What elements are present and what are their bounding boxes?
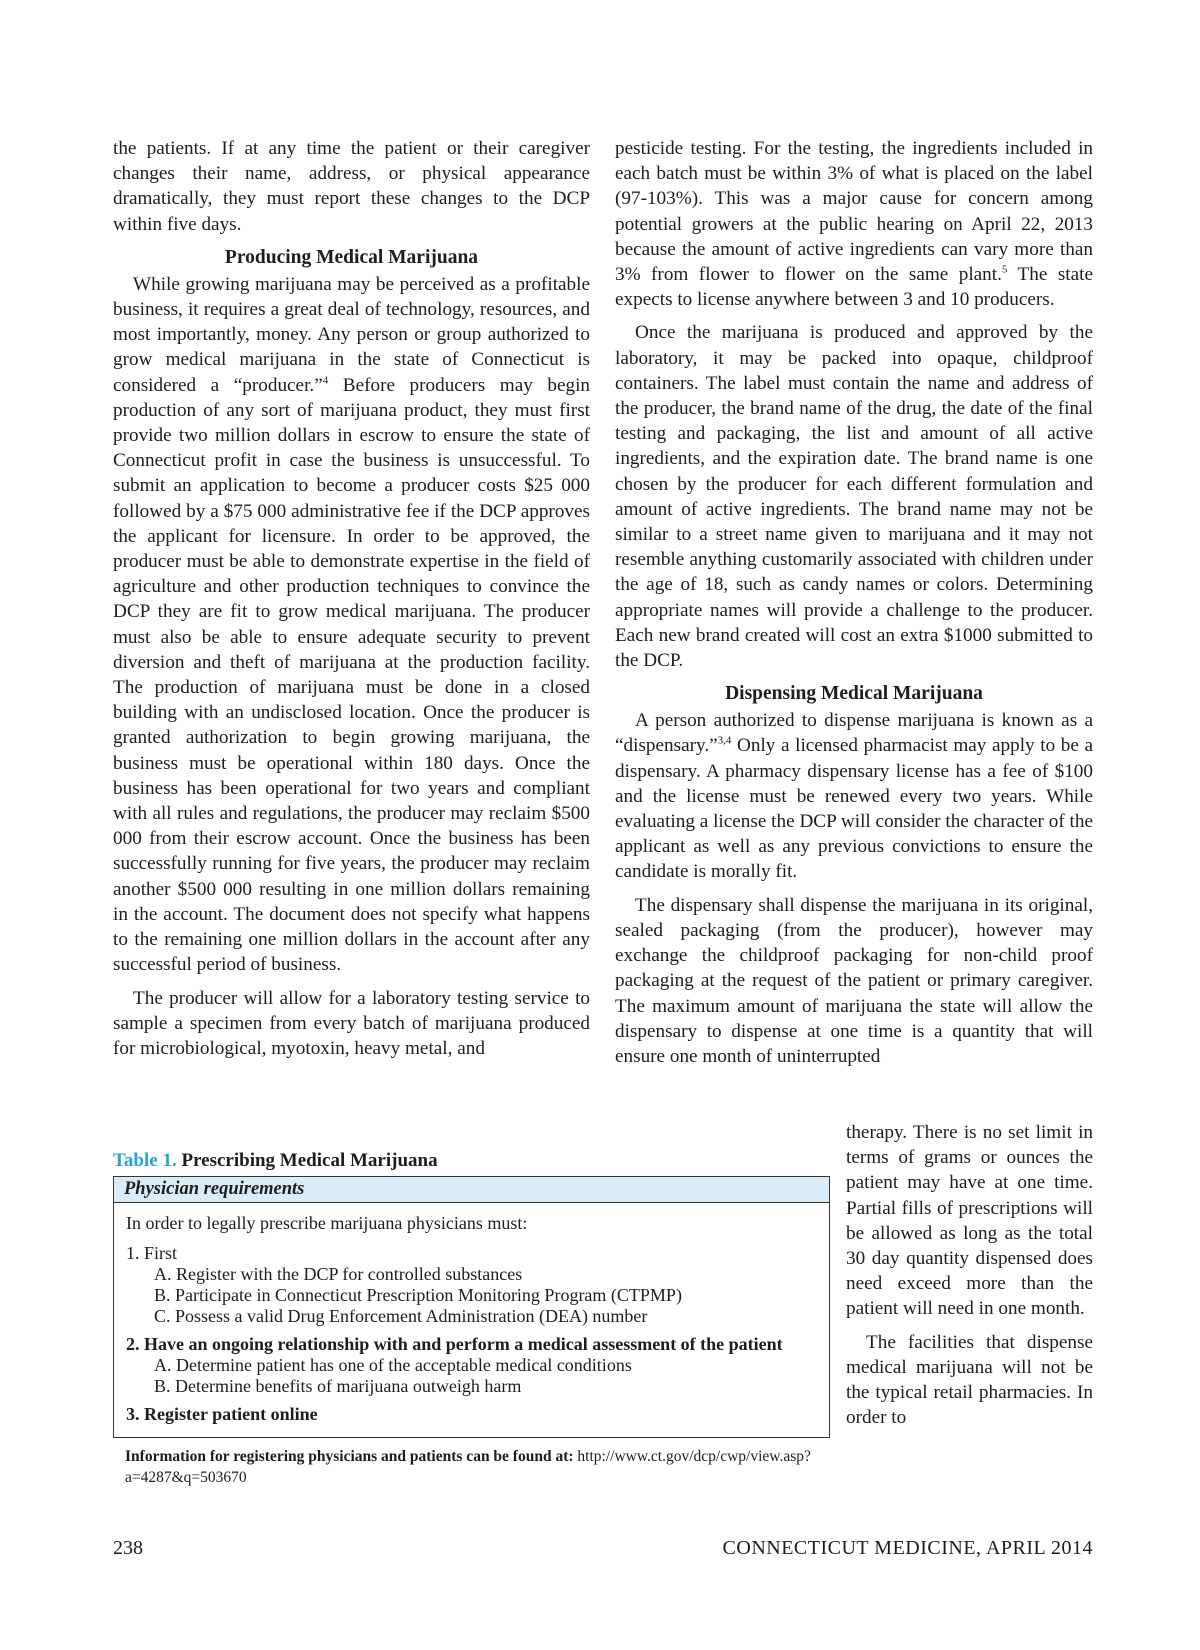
table-subitem: B. Participate in Connecticut Prescription Monitoring Program (CTPMP) (154, 1285, 682, 1305)
footnote-url[interactable]: http://www.ct.gov/dcp/cwp/view.asp?a=4287&q=503670 (125, 1448, 811, 1486)
table-title (113, 1150, 830, 1172)
table-intro: In order to legally prescribe marijuana physicians must: (126, 1213, 528, 1233)
table-subitem: A. Register with the DCP for controlled substances (154, 1264, 523, 1284)
table-item-3: 3. Register patient online (126, 1404, 318, 1424)
table-footnote (113, 1446, 830, 1488)
right-narrow-column (846, 1120, 1093, 1438)
citation: 4 (322, 374, 329, 387)
table-item-2: 2. Have an ongoing relationship with and perform a medical assessment of the patient A. Determine patient has one of the acceptable medical conditions B. Determine benefits of marijuana outweigh harm (126, 1334, 817, 1397)
paragraph: A person authorized to dispense marijuana is known as a “dispensary.”$^{3,4}$ Only a licensed pharmacist may apply to be a dispensary. A pharmacy dispensary license has a fee of $100 and the license must be renewed every two years. While evaluating a license the DCP will consider the character of the applicant as well as any previous convictions to ensure the candidate is morally fit. (615, 710, 1093, 883)
paragraph: The producer will allow for a laboratory testing service to sample a specimen from every batch of marijuana produced for microbiological, myotoxin, heavy metal, and (113, 987, 590, 1059)
paragraph: therapy. There is no set limit in terms of grams or ounces the patient may have at one time. Partial fills of prescriptions will be allowed as long as the total 30 day quantity dispensed does need exceed more than the patient will need in one month. (846, 1122, 1093, 1320)
table-number: Table 1. (113, 1150, 177, 1171)
paragraph: While growing marijuana may be perceived as a profitable business, it requires a great deal of technology, resources, and most importantly, money. Any person or group authorized to grow medical marijuana in the state of Connecticut is considered a “producer.”$^4$ Before producers may begin production of any sort of marijuana product, they must first provide two million dollars in escrow to ensure the state of Connecticut profit in case the business is unsuccessful. To submit an application to become a producer costs $25 000 followed by a $75 000 administrative fee if the DCP approves the applicant for licensure. In order to be approved, the producer must be able to demonstrate expertise in the field of agriculture and other production techniques to convince the DCP they are fit to grow medical marijuana. The producer must also be able to ensure adequate security to prevent diversion and theft of marijuana at the production facility. The production of marijuana must be done in a closed building with an undisclosed location. Once the producer is granted authorization to begin growing marijuana, the business must be operational within 180 days. Once the business has been operational for two years and compliant with all rules and regulations, the producer may reclaim $500 000 from their escrow account. Once the business has been successfully running for five years, the producer may reclaim another $500 000 resulting in one million dollars remaining in the account. The document does not specify what happens to the remaining one million dollars in the account after any successful period of business. (113, 273, 590, 976)
paragraph: the patients. If at any time the patient or their caregiver changes their name, address, or physical appearance dramatically, they must report these changes to the DCP within five days. (113, 138, 590, 235)
section-heading-producing: Producing Medical Marijuana (224, 246, 479, 268)
table-subitem: C. Possess a valid Drug Enforcement Administration (DEA) number (154, 1306, 648, 1326)
journal-footer: CONNECTICUT MEDICINE, APRIL 2014 (722, 1537, 1093, 1559)
table-1 (113, 1150, 830, 1488)
table-subitem: B. Determine benefits of marijuana outweigh harm (154, 1376, 522, 1396)
table-header: Physician requirements (114, 1177, 829, 1203)
left-column (113, 136, 590, 1069)
paragraph: The facilities that dispense medical marijuana will not be the typical retail pharmacies. In order to (846, 1331, 1093, 1429)
table-item-1: 1. First A. Register with the DCP for controlled substances B. Participate in Connecticut Prescription Monitoring Program (CTPMP) C. Possess a valid Drug Enforcement Administration (DEA) number (126, 1243, 817, 1327)
page-number: 238 (113, 1537, 143, 1559)
paragraph: Once the marijuana is produced and approved by the laboratory, it may be packed into opaque, childproof containers. The label must contain the name and address of the producer, the brand name of the drug, the date of the final testing and packaging, the list and amount of all active ingredients, and the expiration date. The brand name is one chosen by the producer for each different formulation and amount of active ingredients. The brand name may not be similar to a street name given to marijuana and it may not resemble anything customarily associated with children under the age of 18, such as candy names or colors. Determining appropriate names will provide a challenge to the producer. Each new brand created will cost an extra $1000 submitted to the DCP. (615, 322, 1093, 672)
table-title-text: Prescribing Medical Marijuana (181, 1150, 438, 1171)
table-subitem: A. Determine patient has one of the acceptable medical conditions (154, 1355, 632, 1375)
section-heading-dispensing: Dispensing Medical Marijuana (725, 683, 983, 705)
citation: 3,4 (717, 735, 732, 748)
paragraph: pesticide testing. For the testing, the ingredients included in each batch must be within 3% of what is placed on the label (97-103%). This was a major cause for concern among potential growers at the public hearing on April 22, 2013 because the amount of active ingredients can vary more than 3% from flower to flower on the same plant.$^5$ The state expects to license anywhere between 3 and 10 producers. (615, 138, 1093, 311)
citation: 5 (1001, 263, 1008, 276)
right-column (615, 136, 1093, 1077)
paragraph: The dispensary shall dispense the marijuana in its original, sealed packaging (from the producer), however may exchange the childproof packaging for non-child proof packaging at the request of the patient or primary caregiver. The maximum amount of marijuana the state will allow the dispensary to dispense at one time is a quantity that will ensure one month of uninterrupted (615, 894, 1093, 1067)
footnote-label: Information for registering physicians and patients can be found at: (125, 1448, 574, 1465)
table-body (114, 1203, 829, 1437)
table-box (113, 1176, 830, 1438)
